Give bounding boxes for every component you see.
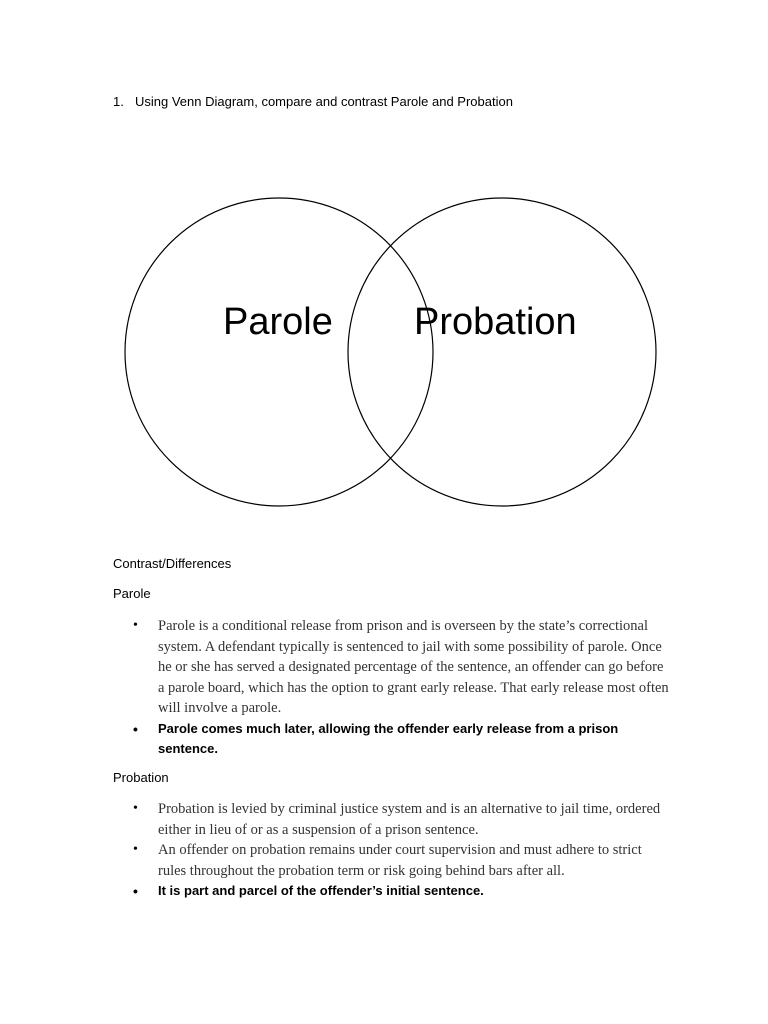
venn-label-probation: Probation bbox=[414, 301, 577, 343]
list-item bbox=[131, 840, 671, 881]
bullet-icon: • bbox=[133, 720, 138, 737]
probation-bullet-2-text: An offender on probation remains under court supervision and must adhere to strict rules throughout the probation term or risk going behind bars after all. bbox=[158, 842, 642, 879]
probation-heading: Probation bbox=[113, 770, 169, 785]
venn-circle-parole bbox=[125, 198, 433, 506]
list-item bbox=[131, 616, 671, 719]
question-text: Using Venn Diagram, compare and contrast Parole and Probation bbox=[135, 94, 513, 109]
probation-bullet-1-text: Probation is levied by criminal justice system and is an alternative to jail time, ordered either in lieu of or as a suspension of a prison sentence. bbox=[158, 801, 661, 838]
bullet-icon: • bbox=[133, 883, 138, 899]
bullet-icon: • bbox=[133, 618, 138, 633]
list-item bbox=[131, 881, 671, 902]
venn-circle-probation bbox=[348, 198, 656, 506]
list-item bbox=[131, 719, 671, 760]
bullet-icon: • bbox=[133, 842, 138, 857]
probation-bullet-list bbox=[131, 799, 671, 902]
bullet-icon: • bbox=[133, 801, 138, 816]
contrast-heading: Contrast/Differences bbox=[113, 556, 232, 571]
venn-label-parole: Parole bbox=[223, 301, 333, 343]
parole-bullet-1-text: Parole is a conditional release from prison and is overseen by the state’s correctional system. A defendant typically is sentenced to jail with some possibility of parole. Once he or she has served a designated percentage of the sentence, an offender can go before a parole board, which has the option to grant early release. That early release most often will involve a parole. bbox=[158, 618, 669, 716]
parole-heading: Parole bbox=[113, 586, 151, 601]
parole-bullet-list bbox=[131, 616, 671, 760]
parole-bullet-2-text: Parole comes much later, allowing the offender early release from a prison sentence. bbox=[158, 720, 619, 756]
question-number: 1. bbox=[113, 94, 124, 109]
probation-bullet-3-text: It is part and parcel of the offender’s initial sentence. bbox=[158, 883, 484, 898]
list-item bbox=[131, 799, 671, 840]
